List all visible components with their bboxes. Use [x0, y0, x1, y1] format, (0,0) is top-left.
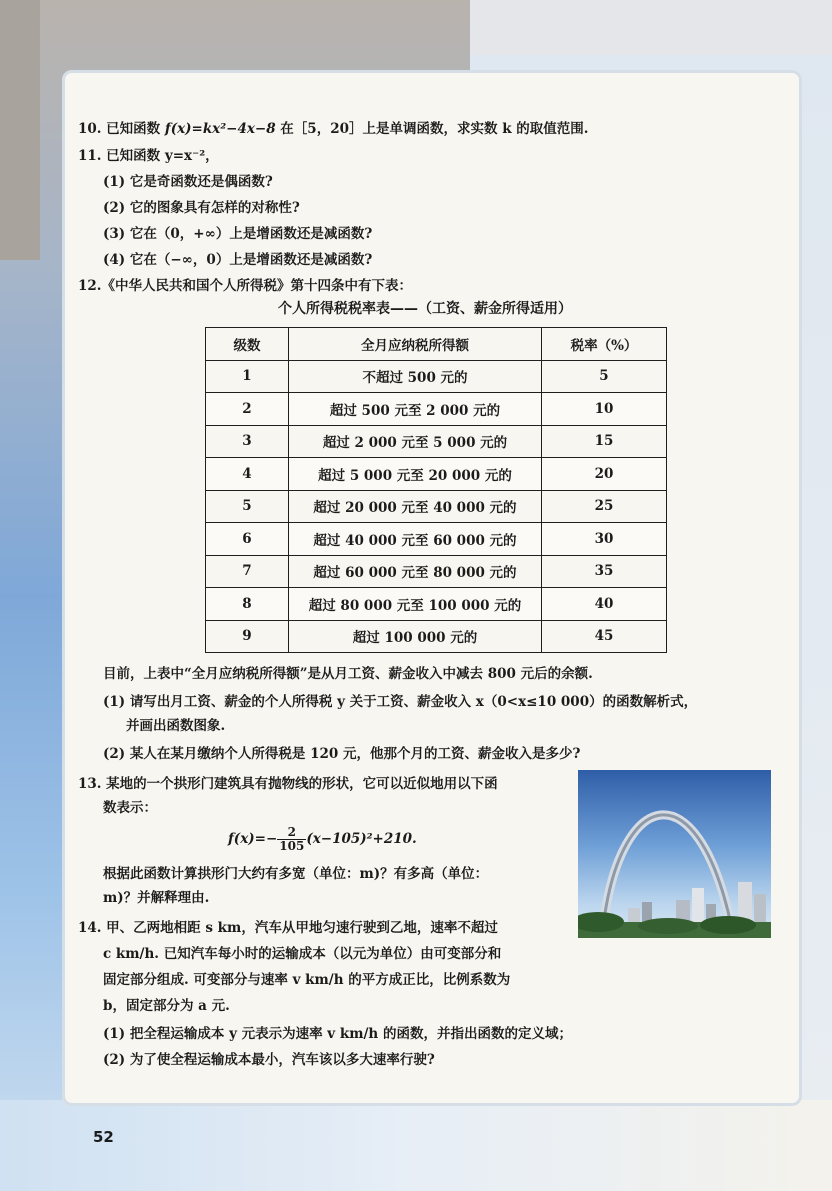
table-header-row: [206, 328, 667, 361]
question-13-stem-1: 13. 某地的一个拱形门建筑具有抛物线的形状，它可以近似地用以下函: [78, 776, 498, 792]
table-row: [206, 588, 667, 621]
cell-income: 超过 20 000 元至 40 000 元的: [289, 490, 542, 523]
question-11-item-2: (2) 它的图象具有怎样的对称性?: [103, 200, 300, 216]
question-13-ask-1: 根据此函数计算拱形门大约有多宽（单位：m)？有多高（单位：: [103, 866, 489, 882]
cell-rate: 15: [542, 425, 667, 458]
cell-rate: 10: [542, 393, 667, 426]
header-level: 级数: [206, 328, 289, 361]
cell-level: 9: [206, 620, 289, 653]
cell-rate: 40: [542, 588, 667, 621]
cell-income: 超过 2 000 元至 5 000 元的: [289, 425, 542, 458]
cell-rate: 30: [542, 523, 667, 556]
header-rate: 税率（%）: [542, 328, 667, 361]
question-12-item-1: (1) 请写出月工资、薪金的个人所得税 y 关于工资、薪金收入 x（0<x≤10 000）的函数解析式，: [103, 694, 698, 710]
tax-rate-table: [205, 327, 667, 653]
background-bottom: [0, 1100, 832, 1191]
question-14-item-2: (2) 为了使全程运输成本最小，汽车该以多大速率行驶?: [103, 1052, 435, 1068]
q10-before: 10. 已知函数: [78, 121, 165, 137]
q10-after: 在［5，20］上是单调函数，求实数 k 的取值范围.: [275, 121, 589, 137]
formula-fraction: [277, 826, 306, 853]
cell-level: 8: [206, 588, 289, 621]
question-12-item-2: (2) 某人在某月缴纳个人所得税是 120 元，他那个月的工资、薪金收入是多少?: [103, 746, 581, 762]
cell-level: 3: [206, 425, 289, 458]
cell-rate: 5: [542, 360, 667, 393]
cell-level: 2: [206, 393, 289, 426]
table-row: [206, 523, 667, 556]
formula-lhs: f(x)=−: [228, 831, 278, 847]
fraction-denominator: 105: [279, 839, 305, 853]
header-income: 全月应纳税所得额: [289, 328, 542, 361]
table-row: [206, 490, 667, 523]
cell-income: 超过 500 元至 2 000 元的: [289, 393, 542, 426]
table-note: 目前，上表中“全月应纳税所得额”是从月工资、薪金收入中减去 800 元后的余额.: [103, 666, 593, 682]
q10-formula: f(x)=kx²−4x−8: [164, 121, 276, 137]
cell-rate: 25: [542, 490, 667, 523]
question-12-stem: 12.《中华人民共和国个人所得税》第十四条中有下表：: [78, 278, 412, 294]
question-14-line-1: 14. 甲、乙两地相距 s km，汽车从甲地匀速行驶到乙地，速率不超过: [78, 920, 498, 936]
table-row: [206, 360, 667, 393]
cell-income: 超过 100 000 元的: [289, 620, 542, 653]
question-12-item-1-cont: 并画出函数图象.: [126, 718, 226, 734]
page-number: 52: [93, 1128, 114, 1146]
cell-rate: 45: [542, 620, 667, 653]
background-band: [0, 0, 40, 260]
table-title: 个人所得税税率表——（工资、薪金所得适用）: [278, 301, 572, 317]
table-row: [206, 458, 667, 491]
question-14-line-2: c km/h. 已知汽车每小时的运输成本（以元为单位）由可变部分和: [103, 946, 502, 962]
gateway-arch-illustration: [578, 770, 771, 938]
cell-income: 超过 5 000 元至 20 000 元的: [289, 458, 542, 491]
cell-level: 5: [206, 490, 289, 523]
question-14-item-1: (1) 把全程运输成本 y 元表示为速率 v km/h 的函数，并指出函数的定义域；: [103, 1026, 572, 1042]
question-13-ask-2: m)？并解释理由.: [103, 890, 210, 906]
cell-rate: 20: [542, 458, 667, 491]
question-11-item-1: (1) 它是奇函数还是偶函数?: [103, 174, 273, 190]
question-11-item-3: (3) 它在（0，+∞）上是增函数还是减函数?: [103, 226, 373, 242]
question-10: [78, 119, 588, 139]
cell-income: 超过 40 000 元至 60 000 元的: [289, 523, 542, 556]
cell-income: 超过 60 000 元至 80 000 元的: [289, 555, 542, 588]
table-row: [206, 393, 667, 426]
fraction-numerator: 2: [277, 826, 306, 840]
cell-level: 1: [206, 360, 289, 393]
cell-level: 7: [206, 555, 289, 588]
arch-photo: [578, 770, 771, 938]
cell-rate: 35: [542, 555, 667, 588]
table-row: [206, 555, 667, 588]
formula-rhs: (x−105)²+210.: [306, 831, 417, 847]
question-13-formula: [228, 824, 417, 854]
cell-income: 不超过 500 元的: [289, 360, 542, 393]
question-11-stem: 11. 已知函数 y=x⁻²，: [78, 148, 219, 164]
cell-income: 超过 80 000 元至 100 000 元的: [289, 588, 542, 621]
question-11-item-4: (4) 它在（−∞，0）上是增函数还是减函数?: [103, 252, 373, 268]
cell-level: 4: [206, 458, 289, 491]
table-row: [206, 620, 667, 653]
question-14-line-4: b，固定部分为 a 元.: [103, 998, 230, 1014]
question-14-line-3: 固定部分组成. 可变部分与速率 v km/h 的平方成正比，比例系数为: [103, 972, 511, 988]
question-13-stem-2: 数表示：: [103, 800, 157, 816]
table-row: [206, 425, 667, 458]
cell-level: 6: [206, 523, 289, 556]
